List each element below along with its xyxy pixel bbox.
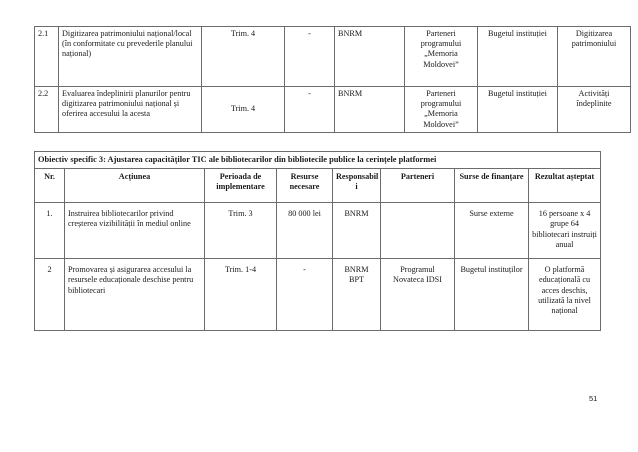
cell-partners — [381, 203, 455, 259]
activities-table-continued — [34, 26, 631, 133]
header-nr: Nr. — [35, 169, 65, 203]
cell-partners: Parteneri programului „Memoria Moldovei” — [405, 27, 478, 87]
cell-result: O platformă educațională cu acces deschis, utilizată la nivel național — [529, 259, 601, 331]
table-row — [35, 87, 631, 133]
cell-result: 16 persoane x 4 grupe 64 bibliotecari instruiți anual — [529, 203, 601, 259]
table-row — [35, 203, 601, 259]
cell-funding: Bugetul instituților — [455, 259, 529, 331]
cell-nr: 2 — [35, 259, 65, 331]
table-row — [35, 27, 631, 87]
cell-resources: - — [277, 259, 333, 331]
cell-result: Digitizarea patrimoniului — [558, 27, 631, 87]
cell-period: Trim. 1-4 — [205, 259, 277, 331]
cell-action: Promovarea și asigurarea accesului la resursele educaționale deschise pentru bibliotecari — [65, 259, 205, 331]
header-row — [35, 169, 601, 203]
cell-action: Digitizarea patrimoniului național/local (în conformitate cu prevederile planului național) — [59, 27, 202, 87]
cell-responsible: BNRM — [335, 27, 405, 87]
header-result: Rezultat așteptat — [529, 169, 601, 203]
header-action: Acțiunea — [65, 169, 205, 203]
table-row — [35, 259, 601, 331]
cell-funding: Bugetul instituției — [478, 27, 558, 87]
cell-action: Evaluarea îndeplinirii planurilor pentru digitizarea patrimoniului național și oferirea accesului la acesta — [59, 87, 202, 133]
cell-nr: 2.1 — [35, 27, 59, 87]
header-responsible: Responsabil i — [333, 169, 381, 203]
objective-title: Obiectiv specific 3: Ajustarea capacităților TIC ale bibliotecarilor din bibliotecile publice la cerințele platformei — [35, 152, 601, 169]
cell-responsible: BNRM BPT — [333, 259, 381, 331]
cell-resources: 80 000 lei — [277, 203, 333, 259]
cell-responsible: BNRM — [335, 87, 405, 133]
cell-period: Trim. 3 — [205, 203, 277, 259]
cell-resources: - — [285, 27, 335, 87]
header-partners: Parteneri — [381, 169, 455, 203]
cell-period: Trim. 4 — [202, 87, 285, 133]
cell-nr: 2.2 — [35, 87, 59, 133]
cell-funding: Surse externe — [455, 203, 529, 259]
header-funding: Surse de finanțare — [455, 169, 529, 203]
cell-funding: Bugetul instituției — [478, 87, 558, 133]
cell-nr: 1. — [35, 203, 65, 259]
header-period: Perioada de implementare — [205, 169, 277, 203]
objective-3-table — [34, 151, 601, 331]
cell-partners: Parteneri programului „Memoria Moldovei” — [405, 87, 478, 133]
cell-period: Trim. 4 — [202, 27, 285, 87]
header-resources: Resurse necesare — [277, 169, 333, 203]
page-number: 51 — [589, 394, 598, 403]
cell-responsible: BNRM — [333, 203, 381, 259]
cell-result: Activități îndeplinite — [558, 87, 631, 133]
cell-partners: Programul Novateca IDSI — [381, 259, 455, 331]
objective-row — [35, 152, 601, 169]
cell-resources: - — [285, 87, 335, 133]
cell-action: Instruirea bibliotecarilor privind creșterea vizibilității în mediul online — [65, 203, 205, 259]
